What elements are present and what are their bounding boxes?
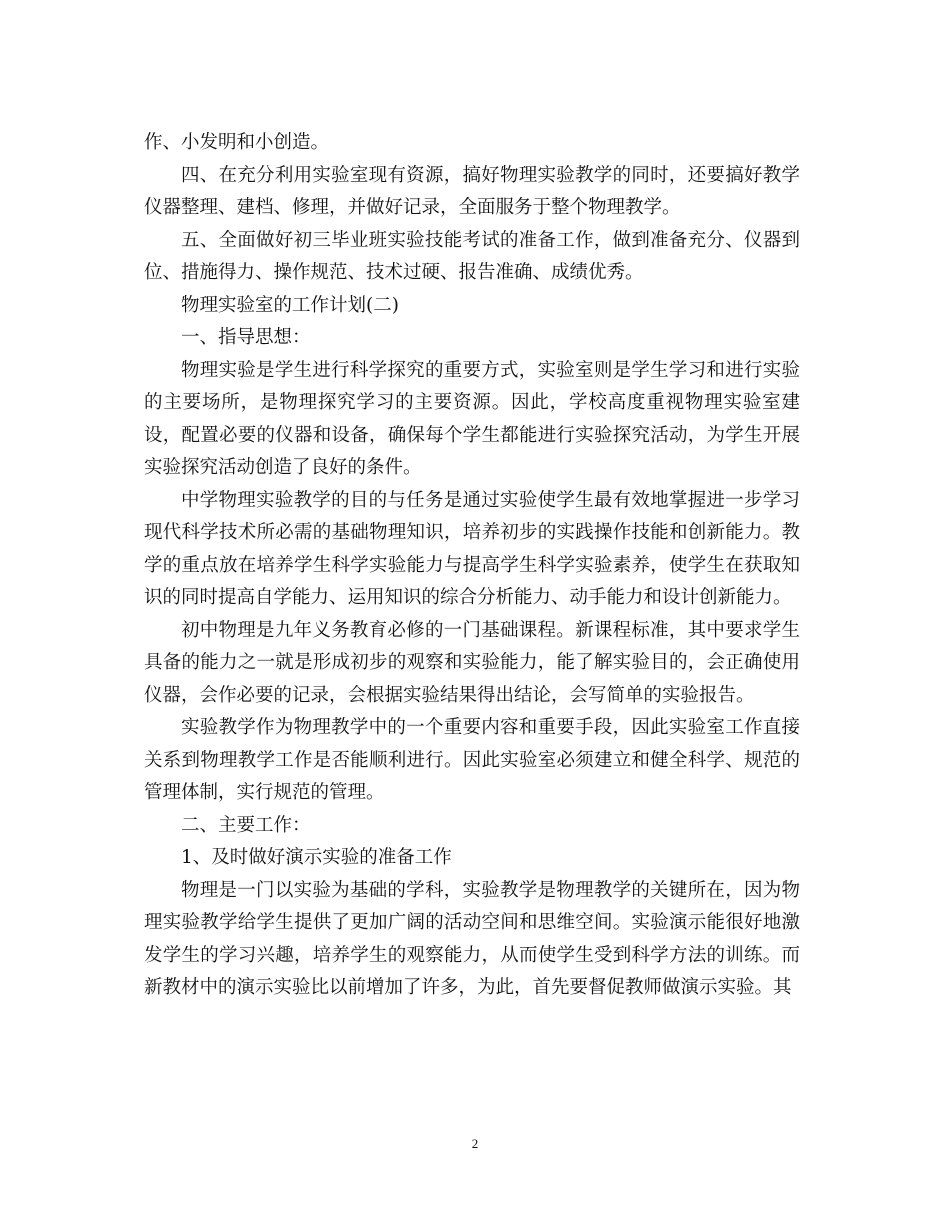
page-number: 2 [471, 1136, 479, 1151]
paragraph-management: 实验教学作为物理教学中的一个重要内容和重要手段，因此实验室工作直接关系到物理教学工作是否能顺利进行。因此实验室必须建立和健全科学、规范的管理体制，实行规范的管理。 [144, 717, 800, 803]
paragraph-teaching-goals: 中学物理实验教学的目的与任务是通过实验使学生最有效地掌握进一步学习现代科学技术所必需的基础物理知识，培养初步的实践操作技能和创新能力。教学的重点放在培养学生科学实验能力与提高学生科学实验素养，使学生在获取知识的同时提高自学能力、运用知识的综合分析能力、动手能力和设计创新能力。 [144, 489, 800, 608]
section-title: 物理实验室的工作计划(二) [181, 294, 399, 316]
paragraph-curriculum: 初中物理是九年义务教育必修的一门基础课程。新课程标准，其中要求学生具备的能力之一就是形成初步的观察和实验能力，能了解实验目的，会正确使用仪器，会作必要的记录，会根据实验结果得出结论，会写简单的实验报告。 [144, 619, 800, 706]
paragraph-experiment-importance: 物理实验是学生进行科学探究的重要方式，实验室则是学生学习和进行实验的主要场所，是物理探究学习的主要资源。因此，学校高度重视物理实验室建设，配置必要的仪器和设备，确保每个学生都能进行实验探究活动，为学生开展实验探究活动创造了良好的条件。 [144, 359, 800, 478]
heading-guiding-thoughts: 一、指导思想： [181, 327, 311, 348]
paragraph-item-four: 四、在充分利用实验室现有资源，搞好物理实验教学的同时，还要搞好教学仪器整理、建档、修理，并做好记录，全面服务于整个物理教学。 [144, 164, 800, 218]
paragraph-continuation: 作、小发明和小创造。 [144, 132, 330, 153]
document-body [144, 127, 800, 1005]
heading-main-work: 二、主要工作： [181, 814, 311, 836]
heading-demo-preparation: 1、及时做好演示实验的准备工作 [181, 847, 452, 868]
paragraph-demo-experiments: 物理是一门以实验为基础的学科，实验教学是物理教学的关键所在，因为物理实验教学给学生提供了更加广阔的活动空间和思维空间。实验演示能很好地激发学生的学习兴趣，培养学生的观察能力，从而使学生受到科学方法的训练。而新教材中的演示实验比以前增加了许多，为此，首先要督促教师做演示实验。其 [144, 879, 800, 998]
paragraph-item-five: 五、全面做好初三毕业班实验技能考试的准备工作，做到准备充分、仪器到位、措施得力、操作规范、技术过硬、报告准确、成绩优秀。 [144, 229, 800, 283]
